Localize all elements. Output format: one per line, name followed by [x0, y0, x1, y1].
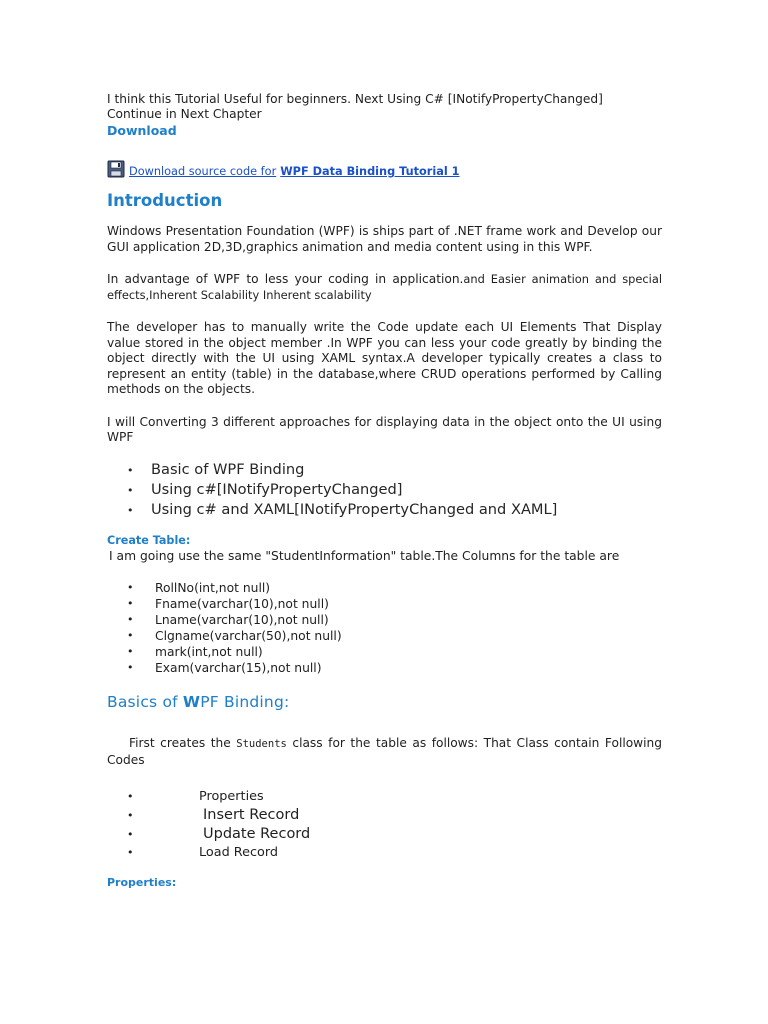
approach-item-label: Using c#[INotifyPropertyChanged]: [151, 480, 403, 498]
bullet: •: [127, 580, 134, 594]
approach-item-label: Using c# and XAML[INotifyPropertyChanged and XAML]: [151, 500, 558, 518]
list-item: [107, 596, 662, 612]
list-item: [107, 628, 662, 644]
intro-paragraph-2-part1: In advantage of WPF to less your coding in application.: [107, 272, 464, 286]
basics-heading-suffix: PF Binding:: [200, 692, 290, 711]
approach-item-label: Basic of WPF Binding: [151, 460, 305, 478]
download-source-link[interactable]: Download source code for: [129, 165, 277, 178]
column-item-label: Lname(varchar(10),not null): [155, 612, 329, 627]
list-item: [107, 806, 662, 825]
intro-paragraph-4: I will Converting 3 different approaches for displaying data in the object onto the UI using WPF: [107, 414, 662, 444]
students-part1: First creates the: [129, 735, 237, 750]
students-part2: class for the table as follows: That Class contain Following Codes: [107, 735, 662, 767]
bullet: •: [127, 628, 134, 642]
intro-line-2: Continue in Next Chapter: [107, 107, 262, 121]
list-item: [107, 660, 662, 676]
wpf-tutorial-link[interactable]: WPF Data Binding Tutorial 1: [280, 165, 460, 178]
students-paragraph: [107, 735, 662, 768]
list-item: [107, 844, 662, 862]
list-item: [107, 612, 662, 628]
column-item-label: Exam(varchar(15),not null): [155, 660, 322, 675]
list-item: [107, 480, 662, 500]
approaches-list: [107, 460, 662, 520]
bullet: •: [127, 503, 134, 517]
basics-heading-prefix: Basics of: [107, 692, 183, 711]
bullet: •: [127, 463, 134, 477]
code-item-label: Update Record: [203, 825, 311, 842]
bullet: •: [127, 596, 134, 610]
column-item-label: RollNo(int,not null): [155, 580, 271, 595]
column-item-label: Fname(varchar(10),not null): [155, 596, 329, 611]
bullet: •: [127, 808, 134, 822]
intro-paragraph-3: The developer has to manually write the Code update each UI Elements That Display value stored in the object member .In WPF you can less your code greatly by binding the object directly with the UI using XAML syntax.A developer typically creates a class to represent an entity (table) in the database,where CRUD operations performed by Calling methods on the objects.: [107, 320, 662, 396]
list-item: [107, 644, 662, 660]
bullet: •: [127, 644, 134, 658]
bullet: •: [127, 827, 134, 841]
column-item-label: Clgname(varchar(50),not null): [155, 628, 342, 643]
floppy-disk-icon: [107, 160, 125, 178]
code-item-label: Load Record: [199, 844, 278, 860]
create-table-heading: Create Table:: [107, 533, 191, 547]
list-item: [107, 788, 662, 806]
document-page: [107, 92, 662, 889]
column-item-label: mark(int,not null): [155, 644, 263, 659]
columns-list: [107, 580, 662, 676]
create-table-description: I am going use the same "StudentInformation" table.The Columns for the table are: [109, 548, 620, 563]
bullet: •: [127, 612, 134, 626]
bullet: •: [127, 845, 134, 859]
properties-heading: Properties:: [107, 875, 177, 889]
list-item: [107, 580, 662, 596]
intro-paragraph-2-part2: and Easier animation and special effects,Inherent Scalability Inherent scalability: [107, 272, 662, 302]
list-item: [107, 500, 662, 520]
code-item-label: Properties: [199, 788, 264, 804]
basics-heading-w: W: [182, 692, 201, 711]
intro-paragraph-1: Windows Presentation Foundation (WPF) is ships part of .NET frame work and Develop our GUI application 2D,3D,graphics animation and media content using in this WPF.: [107, 224, 662, 254]
bullet: •: [127, 483, 134, 497]
list-item: [107, 825, 662, 844]
bullet: •: [127, 789, 134, 803]
code-item-label: Insert Record: [203, 806, 300, 823]
download-heading: Download: [107, 123, 177, 138]
bullet: •: [127, 660, 134, 674]
students-code: Students: [236, 737, 287, 750]
class-codes-list: [107, 788, 662, 862]
intro-line-1: I think this Tutorial Useful for beginners. Next Using C# [INotifyPropertyChanged]: [107, 92, 603, 106]
basics-heading: [107, 693, 662, 711]
list-item: [107, 460, 662, 480]
download-row: [107, 160, 662, 178]
intro-paragraph-2: [107, 272, 662, 303]
introduction-heading: Introduction: [107, 191, 223, 210]
